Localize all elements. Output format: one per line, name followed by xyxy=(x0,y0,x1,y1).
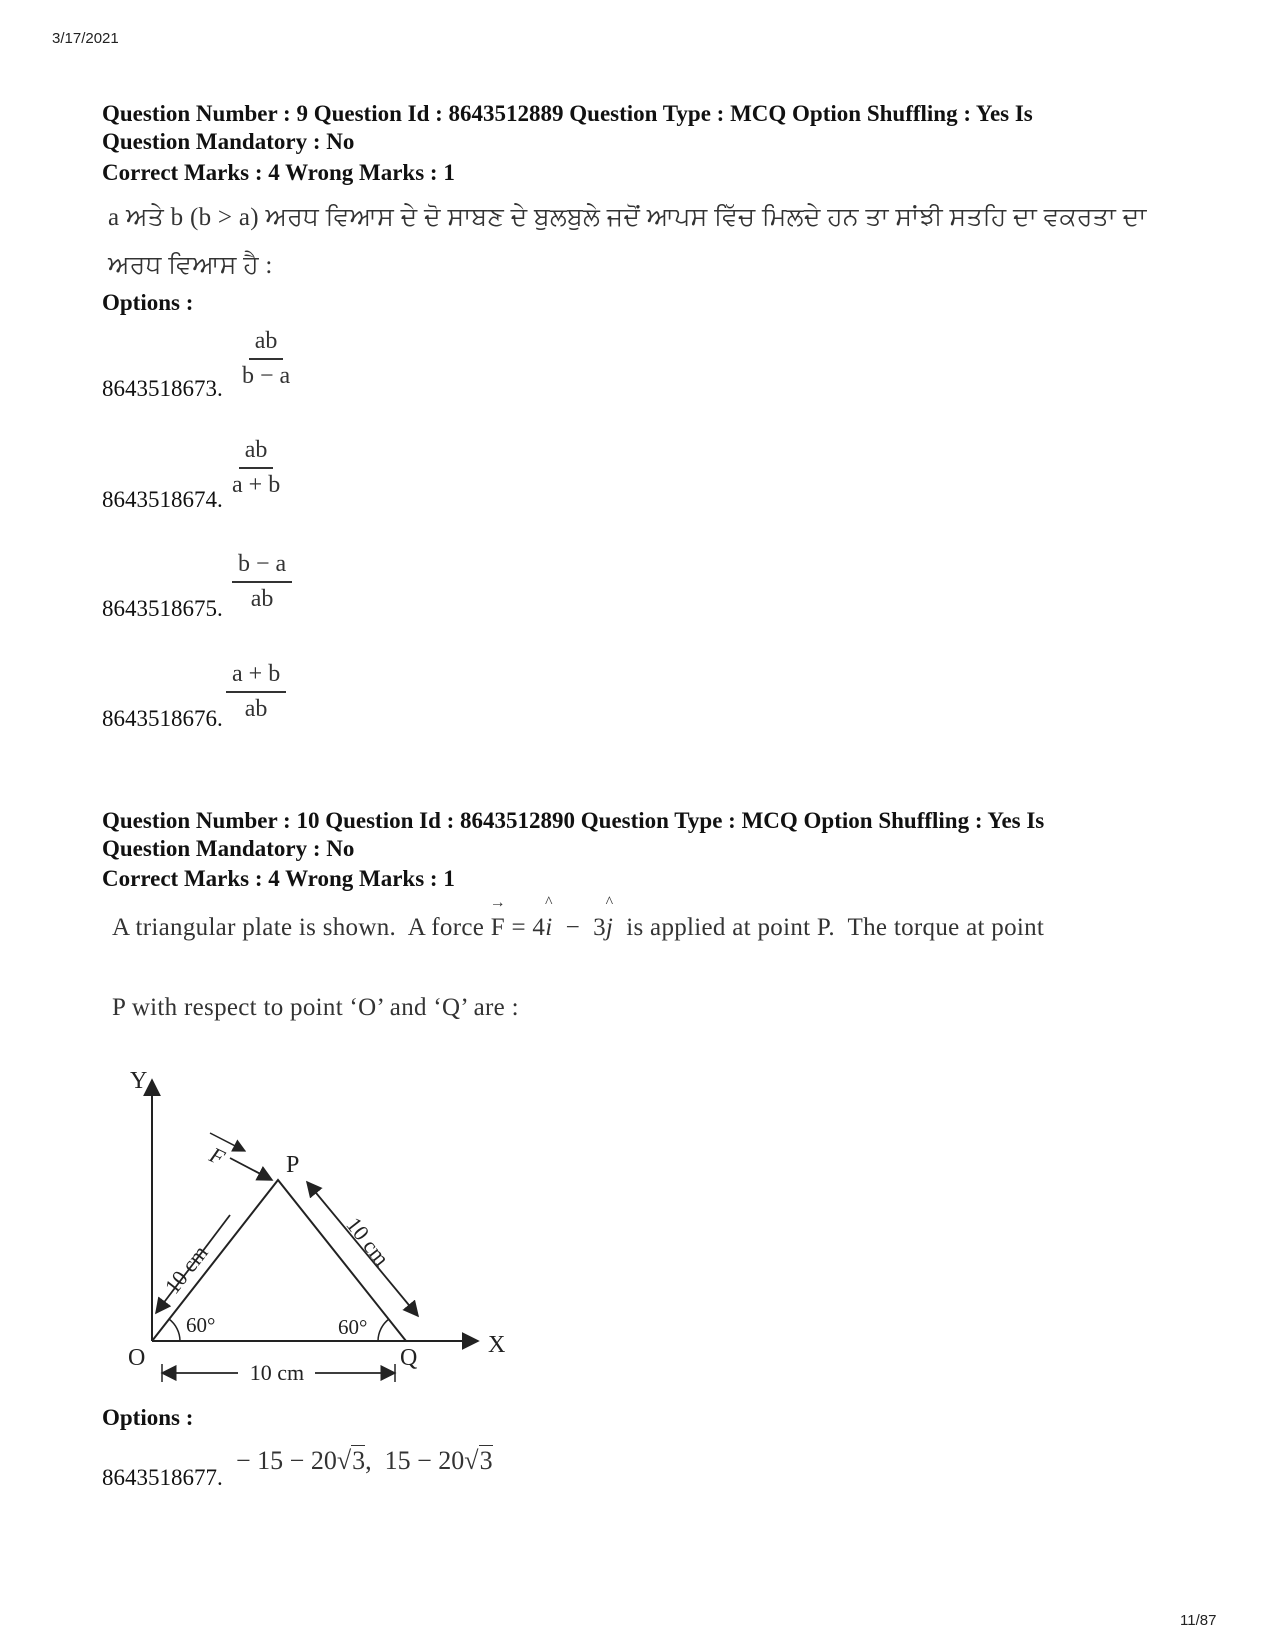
q10-header-line1: Question Number : 10 Question Id : 8643512890 Question Type : MCQ Option Shuffling : Yes Is xyxy=(102,808,1045,833)
q10-question-line1 xyxy=(112,894,1045,942)
force-symbol: F xyxy=(490,914,505,941)
q9-option-1-fraction xyxy=(236,328,296,390)
unit-j xyxy=(605,894,614,942)
q10-header xyxy=(102,807,1182,863)
expr-part2: , 15 − 20 xyxy=(365,1446,465,1475)
fraction-numerator: ab xyxy=(249,328,284,360)
force-vector xyxy=(489,894,506,942)
q9-question-line1: a ਅਤੇ b (b > a) ਅਰਧ ਵਿਆਸ ਦੇ ਦੋ ਸਾਬਣ ਦੇ ਬੁਲਬੁਲੇ ਜਦੋਂ ਆਪਸ ਵਿੱਚ ਮਿਲਦੇ ਹਨ ਤਾ ਸਾਂਝੀ ਸਤਹਿ ਦਾ ਵਕਰਤਾ ਦਾ xyxy=(108,204,1147,231)
q9-marks: Correct Marks : 4 Wrong Marks : 1 xyxy=(102,160,455,185)
q9-option-3-id: 8643518675. xyxy=(102,596,223,621)
hat-icon: ^ xyxy=(605,894,614,911)
sqrt-symbol-icon: √ xyxy=(336,1446,352,1475)
label-angle-o: 60° xyxy=(186,1313,216,1337)
page-number: 11/87 xyxy=(1180,1612,1217,1629)
angle-arc-q xyxy=(378,1319,389,1341)
force-arrow xyxy=(230,1158,272,1180)
q9-option-3-fraction xyxy=(232,551,292,613)
q9-option-4-id: 8643518676. xyxy=(102,706,223,731)
label-side-oq: 10 cm xyxy=(249,1360,305,1385)
label-q: Q xyxy=(400,1345,418,1371)
fraction-numerator: ab xyxy=(239,437,274,469)
expr-part1: − 15 − 20 xyxy=(236,1446,337,1475)
j-symbol: j xyxy=(605,914,614,941)
q9-header-line1: Question Number : 9 Question Id : 8643512889 Question Type : MCQ Option Shuffling : Yes Is xyxy=(102,101,1033,126)
label-x: X xyxy=(488,1332,506,1358)
label-side-op: 10 cm xyxy=(159,1240,213,1299)
angle-arc-o xyxy=(169,1319,180,1341)
minus-three: − 3 xyxy=(552,914,606,941)
q9-options-label: Options : xyxy=(102,290,194,315)
unit-i xyxy=(544,894,553,942)
fraction-numerator: b − a xyxy=(232,551,292,583)
label-force: F xyxy=(205,1141,229,1171)
radicand-1: 3 xyxy=(352,1446,366,1475)
vector-arrow-icon: → xyxy=(489,894,506,911)
fraction-denominator: a + b xyxy=(232,472,281,498)
label-side-pq: 10 cm xyxy=(341,1212,395,1271)
fraction-numerator: a + b xyxy=(226,661,286,693)
q9-header-line2: Question Mandatory : No xyxy=(102,129,355,154)
fraction-denominator: ab xyxy=(244,696,268,722)
q10-marks: Correct Marks : 4 Wrong Marks : 1 xyxy=(102,866,455,891)
print-date: 3/17/2021 xyxy=(52,30,119,47)
q10-text-post: is applied at point P. The torque at point xyxy=(613,914,1045,941)
q10-text-pre: A triangular plate is shown. A force xyxy=(112,914,491,941)
fraction-denominator: b − a xyxy=(242,363,291,389)
fraction-denominator: ab xyxy=(250,586,274,612)
q10-option-1-expression xyxy=(236,1446,493,1476)
radicand-2: 3 xyxy=(479,1446,493,1475)
q9-option-2-id: 8643518674. xyxy=(102,487,223,512)
q9-option-1-id: 8643518673. xyxy=(102,376,223,401)
q10-options-label: Options : xyxy=(102,1405,194,1430)
q10-question-line2: P with respect to point ‘O’ and ‘Q’ are : xyxy=(112,994,519,1021)
i-symbol: i xyxy=(545,914,553,941)
label-o: O xyxy=(128,1345,146,1371)
label-angle-q: 60° xyxy=(338,1315,368,1339)
q10-option-1-id: 8643518677. xyxy=(102,1465,223,1490)
label-y: Y xyxy=(130,1068,148,1094)
label-p: P xyxy=(286,1152,300,1178)
q9-option-2-fraction xyxy=(226,437,286,499)
q9-option-4-fraction xyxy=(226,661,286,723)
q9-question-line2: ਅਰਧ ਵਿਆਸ ਹੈ : xyxy=(108,252,273,279)
q9-header xyxy=(102,100,1182,156)
equals-four: = 4 xyxy=(504,914,546,941)
triangle-plate-figure xyxy=(110,1060,530,1400)
hat-icon: ^ xyxy=(544,894,553,911)
q10-header-line2: Question Mandatory : No xyxy=(102,836,355,861)
sqrt-symbol-icon: √ xyxy=(464,1446,479,1475)
